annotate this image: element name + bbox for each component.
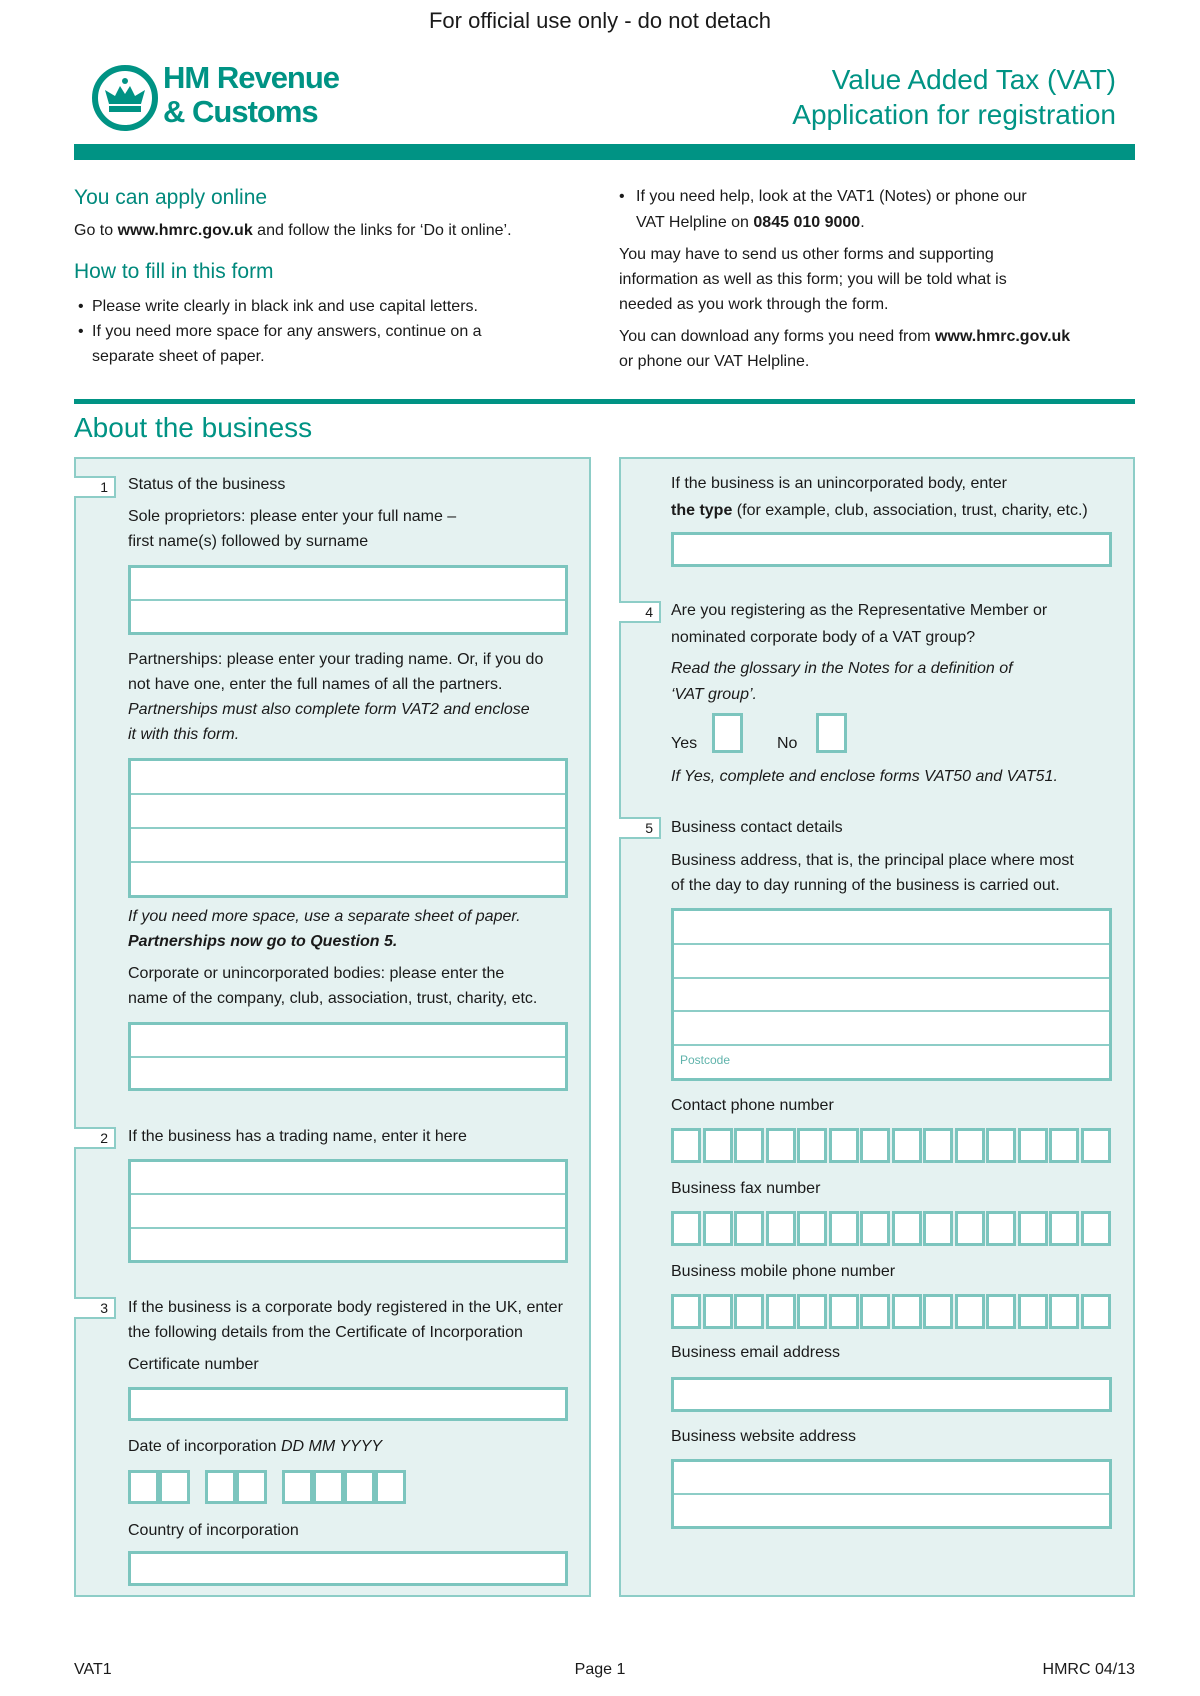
phone-digit-box[interactable] <box>671 1128 701 1163</box>
section-rule <box>74 399 1135 404</box>
phone-digit-box[interactable] <box>892 1128 922 1163</box>
download-line2: or phone our VAT Helpline. <box>619 353 810 370</box>
field-row[interactable] <box>131 601 565 632</box>
date-digit-box[interactable] <box>313 1470 344 1504</box>
form-title-line2: Application for registration <box>792 99 1116 130</box>
download-line1 <box>619 327 1070 347</box>
bullet: • <box>78 323 84 340</box>
q2-title: If the business has a trading name, enter it here <box>128 1128 467 1145</box>
phone-digit-box[interactable] <box>734 1128 764 1163</box>
mobile-digit-box[interactable] <box>892 1294 922 1329</box>
q4-if-yes: If Yes, complete and enclose forms VAT50 and VAT51. <box>671 768 1058 785</box>
crown-icon <box>91 64 159 132</box>
country-of-incorporation-label: Country of incorporation <box>128 1522 299 1539</box>
text: the type <box>671 502 733 519</box>
partnership-name-field[interactable] <box>128 758 568 898</box>
mobile-digit-box[interactable] <box>1049 1294 1079 1329</box>
q3-title-1: If the business is a corporate body registered in the UK, enter <box>128 1299 563 1316</box>
q1-sole-2: first name(s) followed by surname <box>128 533 369 550</box>
q5-address-1: Business address, that is, the principal place where most <box>671 852 1074 869</box>
fax-digit-box[interactable] <box>1049 1211 1079 1246</box>
field-row[interactable] <box>131 829 565 863</box>
mobile-digit-box[interactable] <box>766 1294 796 1329</box>
website-label: Business website address <box>671 1428 856 1445</box>
phone-digit-box[interactable] <box>1081 1128 1111 1163</box>
mobile-digit-box[interactable] <box>1018 1294 1048 1329</box>
trading-name-field[interactable] <box>128 1159 568 1263</box>
field-row[interactable] <box>674 979 1109 1013</box>
fax-digit-box[interactable] <box>892 1211 922 1246</box>
q1-partnerships-note-1: Partnerships must also complete form VAT2 and enclose <box>128 701 530 718</box>
unincorporated-line1: If the business is an unincorporated body, enter <box>671 475 1007 492</box>
phone-digit-box[interactable] <box>860 1128 890 1163</box>
field-row[interactable] <box>131 1162 565 1195</box>
website-field[interactable] <box>671 1459 1112 1529</box>
mobile-digit-box[interactable] <box>734 1294 764 1329</box>
email-field[interactable] <box>671 1377 1112 1412</box>
contact-phone-label: Contact phone number <box>671 1097 834 1114</box>
q4-glossary-2: ‘VAT group’. <box>671 686 757 703</box>
bullet: • <box>78 298 84 315</box>
q4-glossary-1: Read the glossary in the Notes for a definition of <box>671 660 1013 677</box>
q1-corporate-1: Corporate or unincorporated bodies: please enter the <box>128 965 505 982</box>
date-digit-box[interactable] <box>205 1470 236 1504</box>
fax-digit-box[interactable] <box>923 1211 953 1246</box>
helpline-number: 0845 010 9000 <box>753 214 861 231</box>
q5-title: Business contact details <box>671 819 843 836</box>
date-of-incorporation-label <box>128 1437 382 1457</box>
mobile-digit-box[interactable] <box>955 1294 985 1329</box>
no-checkbox[interactable] <box>816 713 847 753</box>
q5-address-2: of the day to day running of the business is carried out. <box>671 877 1060 894</box>
fax-digit-box[interactable] <box>955 1211 985 1246</box>
phone-digit-box[interactable] <box>955 1128 985 1163</box>
hmrc-link[interactable]: www.hmrc.gov.uk <box>117 222 253 239</box>
fax-digit-box[interactable] <box>703 1211 733 1246</box>
mobile-digit-box[interactable] <box>923 1294 953 1329</box>
mobile-digit-box[interactable] <box>986 1294 1016 1329</box>
field-row[interactable] <box>674 911 1109 945</box>
text: (for example, club, association, trust, charity, etc.) <box>732 502 1088 519</box>
mobile-digit-box[interactable] <box>671 1294 701 1329</box>
phone-digit-box[interactable] <box>797 1128 827 1163</box>
fax-digit-box[interactable] <box>671 1211 701 1246</box>
unincorporated-line2 <box>671 501 1088 521</box>
q4-title-2: nominated corporate body of a VAT group? <box>671 629 976 646</box>
question-number-2: 2 <box>74 1127 116 1149</box>
email-label: Business email address <box>671 1344 840 1361</box>
mobile-digit-box[interactable] <box>829 1294 859 1329</box>
yes-label: Yes <box>671 735 698 752</box>
fax-digit-box[interactable] <box>986 1211 1016 1246</box>
other-forms-2: information as well as this form; you will be told what is <box>619 271 1007 288</box>
q1-more-space: If you need more space, use a separate sheet of paper. <box>128 908 521 925</box>
fax-digit-box[interactable] <box>829 1211 859 1246</box>
logo-line1: HM Revenue <box>163 60 340 95</box>
logo-line2: & Customs <box>163 94 318 129</box>
phone-digit-box[interactable] <box>703 1128 733 1163</box>
phone-digit-box[interactable] <box>829 1128 859 1163</box>
fax-digit-box[interactable] <box>860 1211 890 1246</box>
certificate-number-label: Certificate number <box>128 1356 259 1373</box>
apply-online-text <box>74 221 512 241</box>
date-digit-box[interactable] <box>282 1470 313 1504</box>
q3-title-2: the following details from the Certificate of Incorporation <box>128 1324 523 1341</box>
q1-corporate-2: name of the company, club, association, trust, charity, etc. <box>128 990 538 1007</box>
date-digit-box[interactable] <box>375 1470 406 1504</box>
mobile-digit-box[interactable] <box>703 1294 733 1329</box>
fax-digit-box[interactable] <box>797 1211 827 1246</box>
text: Date of incorporation <box>128 1438 281 1455</box>
phone-digit-box[interactable] <box>1018 1128 1048 1163</box>
other-forms-3: needed as you work through the form. <box>619 296 889 313</box>
form-title-line1: Value Added Tax (VAT) <box>831 64 1116 95</box>
footer-reference: HMRC 04/13 <box>1042 1661 1135 1678</box>
field-row[interactable] <box>674 1495 1109 1526</box>
no-label: No <box>777 735 798 752</box>
date-digit-box[interactable] <box>344 1470 375 1504</box>
field-row[interactable] <box>131 795 565 829</box>
fax-digit-box[interactable] <box>734 1211 764 1246</box>
phone-digit-box[interactable] <box>986 1128 1016 1163</box>
business-address-field[interactable] <box>671 908 1112 1081</box>
other-forms-1: You may have to send us other forms and supporting <box>619 246 994 263</box>
instruction-2-cont: separate sheet of paper. <box>92 348 265 365</box>
unincorporated-type-field[interactable] <box>671 532 1112 567</box>
footer-form-code: VAT1 <box>74 1661 112 1678</box>
field-row[interactable] <box>131 1229 565 1260</box>
bullet: • <box>619 188 625 205</box>
phone-digit-box[interactable] <box>1049 1128 1079 1163</box>
fax-digit-box[interactable] <box>1018 1211 1048 1246</box>
question-number-5: 5 <box>619 817 661 839</box>
instruction-2: If you need more space for any answers, continue on a <box>92 323 482 340</box>
q1-title: Status of the business <box>128 476 286 493</box>
field-row[interactable] <box>131 568 565 601</box>
field-row[interactable] <box>131 863 565 895</box>
field-row[interactable] <box>674 945 1109 979</box>
field-row[interactable] <box>131 1058 565 1089</box>
header-band <box>74 144 1135 160</box>
phone-digit-box[interactable] <box>766 1128 796 1163</box>
q4-title-1: Are you registering as the Representative Member or <box>671 602 1048 619</box>
corporate-name-field[interactable] <box>128 1022 568 1091</box>
text: VAT Helpline on <box>636 214 754 231</box>
mobile-digit-box[interactable] <box>1081 1294 1111 1329</box>
section-title: About the business <box>74 412 313 443</box>
country-of-incorporation-field[interactable] <box>128 1551 568 1586</box>
text: and follow the links for ‘Do it online’. <box>252 222 512 239</box>
mobile-digit-box[interactable] <box>797 1294 827 1329</box>
yes-checkbox[interactable] <box>712 713 743 753</box>
date-digit-box[interactable] <box>128 1470 159 1504</box>
how-to-fill-heading: How to fill in this form <box>74 260 274 283</box>
text: Go to <box>74 222 118 239</box>
phone-digit-box[interactable] <box>923 1128 953 1163</box>
footer-page-number: Page 1 <box>574 1661 626 1678</box>
apply-online-heading: You can apply online <box>74 186 268 209</box>
official-use-notice: For official use only - do not detach <box>428 8 771 33</box>
date-digit-box[interactable] <box>159 1470 190 1504</box>
text: You can download any forms you need from <box>619 328 936 345</box>
q1-partnerships-2: not have one, enter the full names of all the partners. <box>128 676 503 693</box>
field-row[interactable] <box>674 1462 1109 1495</box>
field-row[interactable] <box>674 1012 1109 1046</box>
q1-partnerships-1: Partnerships: please enter your trading name. Or, if you do <box>128 651 544 668</box>
help-line1: If you need help, look at the VAT1 (Notes) or phone our <box>636 188 1027 205</box>
instruction-1: Please write clearly in black ink and use capital letters. <box>92 298 478 315</box>
question-number-4: 4 <box>619 601 661 623</box>
mobile-digit-box[interactable] <box>860 1294 890 1329</box>
field-row[interactable] <box>131 1195 565 1228</box>
question-number-3: 3 <box>74 1297 116 1319</box>
certificate-number-field[interactable] <box>128 1387 568 1421</box>
download-link[interactable]: www.hmrc.gov.uk <box>935 328 1071 345</box>
sole-proprietor-name-field[interactable] <box>128 565 568 635</box>
fax-digit-box[interactable] <box>1081 1211 1111 1246</box>
postcode-field[interactable]: Postcode <box>680 1053 731 1068</box>
field-row[interactable] <box>131 1025 565 1058</box>
fax-digit-box[interactable] <box>766 1211 796 1246</box>
mobile-label: Business mobile phone number <box>671 1263 896 1280</box>
hmrc-logo <box>91 64 159 137</box>
date-format-hint: DD MM YYYY <box>280 1438 383 1455</box>
q1-partnerships-note-2: it with this form. <box>128 726 240 743</box>
q1-go-to: Partnerships now go to Question 5. <box>128 933 398 950</box>
q1-sole-1: Sole proprietors: please enter your full name – <box>128 508 457 525</box>
fax-label: Business fax number <box>671 1180 821 1197</box>
help-line2: VAT Helpline on 0845 010 9000. <box>636 214 865 231</box>
field-row[interactable] <box>131 761 565 795</box>
question-number-1: 1 <box>74 476 116 498</box>
date-digit-box[interactable] <box>236 1470 267 1504</box>
